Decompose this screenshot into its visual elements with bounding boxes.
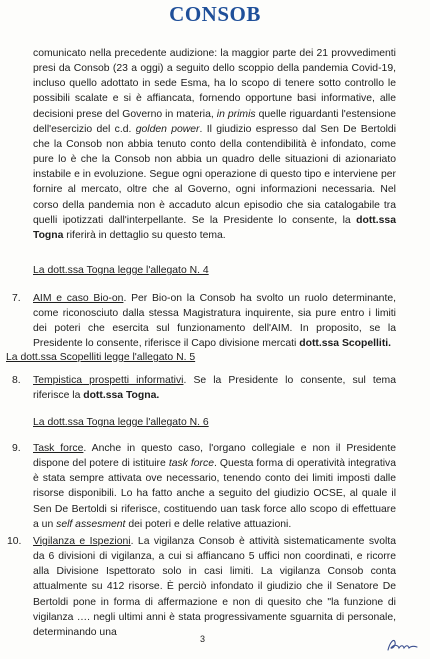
item-10-paragraph <box>33 534 396 640</box>
item-7-text: . Per Bio-on la Consob ha svolto un ruolo determinante, come riconosciuto dalla stessa Magistratura inquirente, sia pure entro i limiti dei poteri che esercita sul funzionamento dell'AIM. In proposito, se la Presidente lo consente, riferisce il Capo divisione mercati <box>33 293 396 350</box>
consob-logo: CONSOB <box>169 2 261 26</box>
item-9-text-2: . Questa forma di operatività integrativa è stata sempre attivata ove necessario, tenendo conto dei limiti imposti dalle risorse disponibili. Lo ha fatto anche a seguito del giudizio OCSE, al quale il Sen De Bertoldi si riferisce, costituendo uan task force allo scopo di effettuare a un <box>33 458 396 530</box>
item-7-paragraph <box>33 291 396 352</box>
item-8-number: 8. <box>12 375 21 386</box>
item-8-paragraph <box>33 373 396 403</box>
allegato-5-line: La dott.ssa Scopelliti legge l'allegato N. 5 <box>6 352 196 363</box>
intro-togna: dott.ssa Togna <box>33 214 396 241</box>
intro-in-primis: in primis <box>216 108 256 120</box>
item-9-text-3: dei poteri e delle relative attuazioni. <box>125 518 292 530</box>
item-7-bold: dott.ssa Scopelliti. <box>299 338 392 350</box>
item-9-number: 9. <box>12 443 21 454</box>
intro-text-1: comunicato nella precedente audizione: la maggior parte dei 21 provvedimenti presi da Consob (23 a oggi) a seguito dello scoppio della pandemia Covid-19, incluso quello adottato in sede Esma, ha lo scopo di tenere sotto controllo le possibili scalate e si è affiancata, fornendo opportune basi informative, alle decisioni prese del Governo in materia, <box>33 48 396 120</box>
item-9-text-1: . Anche in questo caso, l'organo collegiale e non il Presidente dispone del potere di istituire <box>33 443 397 470</box>
item-9-self-assesment: self assesment <box>56 518 126 530</box>
intro-text-3: . Il giudizio espresso dal Sen De Bertoldi che la Consob non abbia tenuto conto della contendibilità è infondato, come pure lo è che la Consob non abbia un quadro delle situazioni di azionariato instabile e in evoluzione. Segue ogni operazione di questo tipo e interviene per fornire al mercato, oltre che al Governo, ogni informazioni necessaria. Nel corso della pandemia non è accaduto alcun episodio che sia catalogabile tra quelli ipotizzati dall'interpellante. Se la Presidente lo consente, la <box>33 123 397 226</box>
item-10-text: . La vigilanza Consob è attività sistematicamente svolta da 6 divisioni di vigilanza, a cui si affiancano 5 uffici non coordinati, e ricorre alla Divisione Ispettorato solo in casi limiti. La vigilanza Consob conta attualmente su 412 risorse. È perciò infondato il giudizio che il Senatore De Bertoldi pone in forma di affermazione e non di quesito che "la funzione di vigilanza …. negli ultimi anni è stata progressivamente sguarnita di personale, determinando una <box>33 536 397 638</box>
intro-golden-power: golden power <box>135 123 200 135</box>
item-9-title: Task force <box>33 443 84 454</box>
item-9-task-force: task force <box>168 458 214 470</box>
item-7-title: AIM e caso Bio-on <box>33 293 124 304</box>
allegato-4-line: La dott.ssa Togna legge l'allegato N. 4 <box>33 265 209 276</box>
intro-paragraph <box>33 46 396 243</box>
item-8-title: Tempistica prospetti informativi <box>33 375 184 386</box>
item-10-number: 10. <box>7 536 22 547</box>
item-8-bold: dott.ssa Togna. <box>83 390 160 402</box>
item-10-title: Vigilanza e Ispezioni <box>33 536 131 547</box>
page-number: 3 <box>200 634 206 644</box>
allegato-6-line: La dott.ssa Togna legge l'allegato N. 6 <box>33 417 209 428</box>
intro-text-2: quelle riguardanti l'estensione dell'esercizio del c.d. <box>33 108 397 135</box>
item-8-text: . Se la Presidente lo consente, sul tema riferisce la <box>33 375 396 402</box>
handwritten-signature <box>385 636 419 659</box>
item-9-paragraph <box>33 441 396 532</box>
intro-text-4: riferirà in dettaglio su questo tema. <box>63 229 226 241</box>
item-7-number: 7. <box>12 293 21 304</box>
